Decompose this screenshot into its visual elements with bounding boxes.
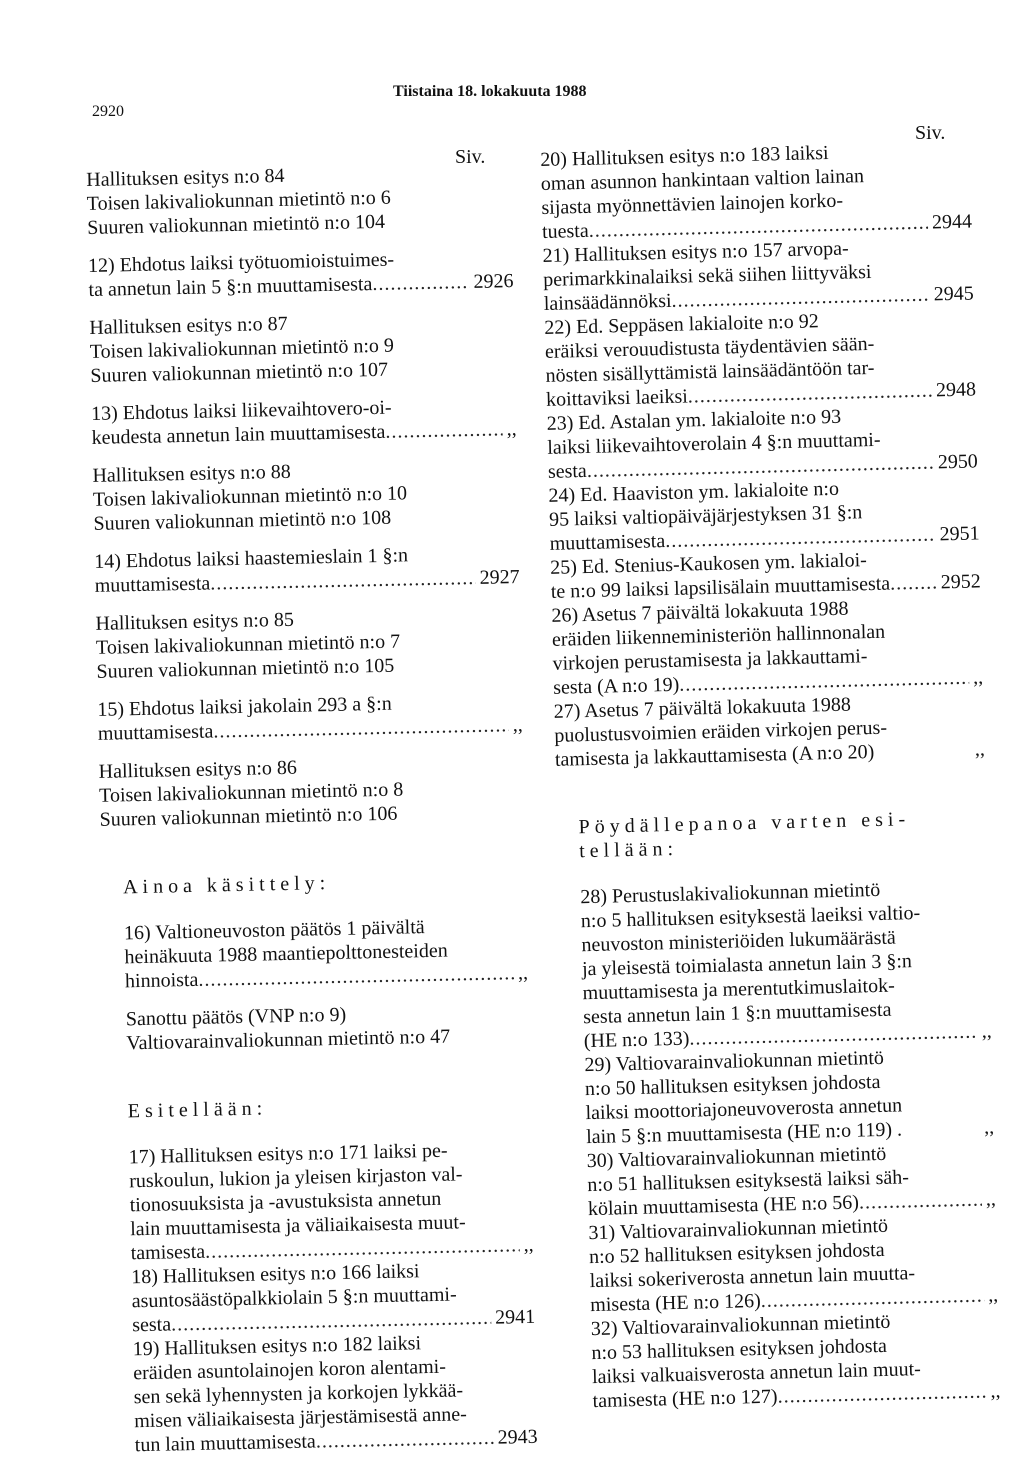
committee-group-1	[86, 159, 512, 240]
item-line: 25) Ed. Stenius-Kaukosen ym. lakialoi-	[549, 549, 868, 579]
item-line: eräiden asuntolainojen koron alentami-	[133, 1355, 447, 1385]
item-line: 18) Hallituksen esitys n:o 166 laiksi	[131, 1260, 420, 1289]
item-line: n:o 52 hallituksen esityksen johdosta	[588, 1238, 885, 1269]
item-line: muuttamisesta	[97, 720, 214, 745]
item-line: neuvoston ministeriöiden lukumäärästä	[581, 926, 897, 957]
agenda-item-15	[97, 689, 523, 746]
item-line: koittaviksi laeiksi	[545, 385, 689, 411]
item-line: heinäkuuta 1988 maantiepolttonesteiden	[124, 939, 448, 969]
item-line: 29) Valtiovarainvaliokunnan mietintö	[584, 1046, 885, 1077]
item-line: 17) Hallituksen esitys n:o 171 laiksi pe-	[128, 1139, 448, 1169]
agenda-item-32	[569, 1307, 1001, 1413]
item-line: tamisesta (HE n:o 127)	[592, 1385, 778, 1413]
item-line: perimarkkinalaiksi sekä siihen liittyväksi	[542, 260, 872, 291]
item-line: kölain muuttamisesta (HE n:o 56)	[587, 1191, 860, 1221]
group-line: Hallituksen esitys n:o 87	[89, 312, 288, 339]
committee-group-4	[95, 603, 521, 684]
item-line: 30) Valtiovarainvaliokunnan mietintö	[586, 1142, 887, 1173]
page-reference: 2948	[935, 378, 977, 402]
agenda-item-19	[111, 1329, 538, 1458]
item-line: muuttamisesta ja merentutkimuslaitok-	[582, 974, 896, 1005]
agenda-item-12	[88, 245, 514, 302]
item-line: ruskoulun, lukion ja yleisen kirjaston val-	[129, 1163, 463, 1193]
item-line: laiksi valkuaisverosta annetun lain muut-	[591, 1358, 922, 1389]
item-line: 28) Perustuslakivaliokunnan mietintö	[580, 878, 881, 909]
agenda-item-31	[566, 1211, 998, 1317]
group-line: Toisen lakivaliokunnan mietintö n:o 10	[92, 482, 408, 511]
group-line: Sanottu päätös (VNP n:o 9)	[125, 1003, 347, 1031]
item-line: oman asunnon hankintaan valtion lainan	[540, 165, 865, 195]
page-reference: ,,	[985, 1188, 997, 1211]
item-line: keudesta annetun lain muuttamisesta	[91, 420, 386, 449]
item-line: ja yleisestä toimialasta annetun lain 3 §:n	[581, 950, 913, 981]
item-line: lainsäädännöksi	[543, 289, 672, 315]
item-line: asuntosäästöpalkkiolain 5 §:n muuttami-	[131, 1283, 457, 1313]
item-line: 21) Hallituksen esitys n:o 157 arvopa-	[542, 237, 849, 267]
item-line: (HE n:o 133)	[583, 1027, 690, 1053]
page-reference: 2952	[940, 570, 981, 594]
agenda-item-28	[558, 875, 992, 1053]
item-line: laiksi liikevaihtoverolain 4 §:n muuttami-	[547, 428, 881, 459]
group-line: Suuren valiokunnan mietintö n:o 107	[90, 358, 389, 387]
section-heading-ainoa-kasittely: Ainoa käsittely:	[122, 872, 331, 899]
page-reference: 2927	[479, 566, 520, 589]
committee-group-5	[98, 751, 524, 832]
item-line: sen sekä lyhennysten ja korkojen lykkää-	[133, 1379, 464, 1409]
item-line: n:o 50 hallituksen esityksen johdosta	[584, 1070, 881, 1101]
page-reference: 2943	[497, 1425, 538, 1449]
agenda-item-21	[542, 233, 974, 315]
item-line: muuttamisesta	[549, 530, 666, 555]
item-line: laiksi sokeriverosta annetun lain muutta-	[589, 1262, 916, 1293]
item-line: 26) Asetus 7 päivältä lokakuuta 1988	[551, 597, 849, 627]
item-line: sijasta myönnettävien lainojen korko-	[541, 189, 844, 219]
header-date: Tiistaina 18. lokakuuta 1988	[393, 83, 587, 100]
item-line: misesta (HE n:o 126)	[590, 1289, 762, 1317]
item-line: tun lain muuttamisesta	[134, 1430, 317, 1457]
item-line: tamisesta ja lakkauttamisesta (A n:o 20)	[554, 741, 875, 771]
page-reference: ,,	[523, 1233, 534, 1257]
item-line: lain 5 §:n muuttamisesta (HE n:o 119) .	[585, 1118, 903, 1149]
agenda-item-20	[540, 137, 972, 243]
item-line: misen väliaikaisesta järjestämisestä anne-	[134, 1403, 468, 1433]
group-line: Suuren valiokunnan mietintö n:o 106	[99, 802, 398, 831]
group-line: Hallituksen esitys n:o 88	[92, 460, 291, 487]
agenda-item-18	[109, 1257, 535, 1338]
heading-line: Pöydällepanoa varten esi-	[578, 808, 911, 839]
agenda-item-13	[91, 393, 517, 450]
item-line: te n:o 99 laiksi lapsilisälain muuttamisesta	[550, 572, 891, 603]
page-reference: ,,	[974, 738, 986, 761]
item-line: sesta annetun lain 1 §:n muuttamisesta	[582, 998, 892, 1029]
item-line: eräiden liikenneministeriön hallinnonalan	[551, 620, 886, 651]
page-reference: 2941	[494, 1305, 536, 1329]
item-line: eräiksi verouudistusta täydentävien sään-	[544, 332, 875, 363]
group-line: Hallituksen esitys n:o 84	[86, 164, 285, 191]
agenda-item-14	[94, 541, 520, 598]
agenda-item-29	[562, 1043, 994, 1149]
item-line: 31) Valtiovarainvaliokunnan mietintö	[588, 1214, 889, 1245]
item-line: puolustusvoimien eräiden virkojen perus-	[554, 716, 888, 747]
agenda-item-26	[551, 593, 983, 699]
item-line: 20) Hallituksen esitys n:o 183 laiksi	[540, 141, 829, 171]
group-line: Hallituksen esitys n:o 85	[95, 608, 295, 635]
item-line: 27) Asetus 7 päivältä lokakuuta 1988	[553, 693, 852, 723]
committee-group-2	[89, 307, 515, 388]
agenda-item-24	[548, 473, 980, 555]
page-reference: 2926	[473, 270, 514, 293]
item-line: hinnoista	[124, 968, 199, 993]
item-line: n:o 5 hallituksen esityksestä laeiksi valtio-	[580, 901, 921, 933]
item-line: 22) Ed. Seppäsen lakialoite n:o 92	[544, 310, 819, 339]
page-reference: ,,	[972, 666, 984, 689]
item-line: lain muuttamisesta ja väliaikaisesta muut-	[130, 1211, 466, 1241]
item-line: virkojen perustamisesta ja lakkauttami-	[552, 645, 868, 675]
group-line: Suuren valiokunnan mietintö n:o 104	[87, 210, 386, 239]
page-reference: ,,	[506, 418, 517, 441]
item-line: sesta	[132, 1313, 172, 1337]
page-reference: ,,	[981, 1020, 992, 1043]
item-line: tuesta	[541, 219, 589, 243]
item-line: tionosuuksista ja -avustuksista annetun	[129, 1187, 442, 1217]
agenda-item-22	[544, 305, 976, 411]
page-reference: ,,	[990, 1380, 1001, 1403]
item-line: 15) Ehdotus laiksi jakolain 293 a §:n	[97, 692, 392, 721]
page-reference: 2950	[937, 450, 979, 474]
item-line: 13) Ehdotus laiksi liikevaihtovero-oi-	[90, 396, 392, 425]
page-reference: ,,	[983, 1116, 995, 1139]
page-number: 2920	[92, 103, 124, 120]
item-line: tamisesta	[130, 1240, 206, 1265]
item-line: 16) Valtioneuvoston päätös 1 päivältä	[123, 916, 425, 945]
item-line: n:o 51 hallituksen esityksestä laiksi säh-	[587, 1166, 910, 1197]
item-line: nösten sisällyttämistä lainsäädäntöön tar-	[545, 356, 875, 387]
group-line: Toisen lakivaliokunnan mietintö n:o 7	[95, 630, 401, 659]
group-line: Valtiovarainvaliokunnan mietintö n:o 47	[126, 1025, 451, 1055]
item-line: ta annetun lain 5 §:n muuttamisesta	[88, 273, 373, 301]
item-line: 95 laiksi valtiopäiväjärjestyksen 31 §:n	[548, 501, 863, 531]
page-reference: 2944	[931, 210, 973, 234]
group-line: Toisen lakivaliokunnan mietintö n:o 9	[89, 334, 395, 363]
group-line: Toisen lakivaliokunnan mietintö n:o 6	[86, 186, 392, 215]
item-line: 32) Valtiovarainvaliokunnan mietintö	[590, 1310, 891, 1341]
item-line: 23) Ed. Astalan ym. lakialoite n:o 93	[546, 405, 842, 435]
page-reference: 2951	[939, 522, 980, 546]
left-column	[86, 159, 538, 1458]
item-line: 14) Ehdotus laiksi haastemieslain 1 §:n	[94, 544, 409, 573]
committee-group-3	[92, 455, 518, 536]
page-reference: ,,	[512, 713, 523, 737]
page-reference: ,,	[517, 961, 529, 985]
group-line: Hallituksen esitys n:o 86	[98, 756, 298, 783]
heading-line: tellään:	[578, 837, 679, 863]
siv-label-left: Siv.	[455, 146, 486, 168]
agenda-item-27	[553, 689, 985, 771]
group-line: Suuren valiokunnan mietintö n:o 105	[96, 654, 395, 683]
group-line: Suuren valiokunnan mietintö n:o 108	[93, 506, 392, 535]
item-line: 24) Ed. Haaviston ym. lakialoite n:o	[548, 477, 840, 507]
agenda-item-30	[564, 1139, 996, 1221]
siv-label-right: Siv.	[915, 122, 946, 144]
item-line: 19) Hallituksen esitys n:o 182 laiksi	[132, 1332, 422, 1361]
item-line: muuttamisesta	[94, 572, 211, 597]
page-reference: ,,	[987, 1284, 999, 1307]
agenda-item-16	[102, 913, 528, 994]
item-line: sesta (A n:o 19)	[552, 673, 680, 699]
agenda-item-23	[546, 401, 978, 483]
item-line: laiksi moottoriajoneuvoverosta annetun	[585, 1094, 903, 1125]
section-heading-esitellaan: Esitellään:	[127, 1097, 268, 1123]
right-column	[540, 137, 1001, 1413]
agenda-item-17	[106, 1137, 533, 1266]
group-line: Toisen lakivaliokunnan mietintö n:o 8	[98, 778, 404, 807]
item-line: sesta	[547, 459, 588, 483]
page-reference: 2945	[933, 282, 974, 306]
item-line: 12) Ehdotus laiksi työtuomioistuimes-	[87, 248, 395, 277]
item-line: n:o 53 hallituksen esityksen johdosta	[591, 1334, 888, 1365]
